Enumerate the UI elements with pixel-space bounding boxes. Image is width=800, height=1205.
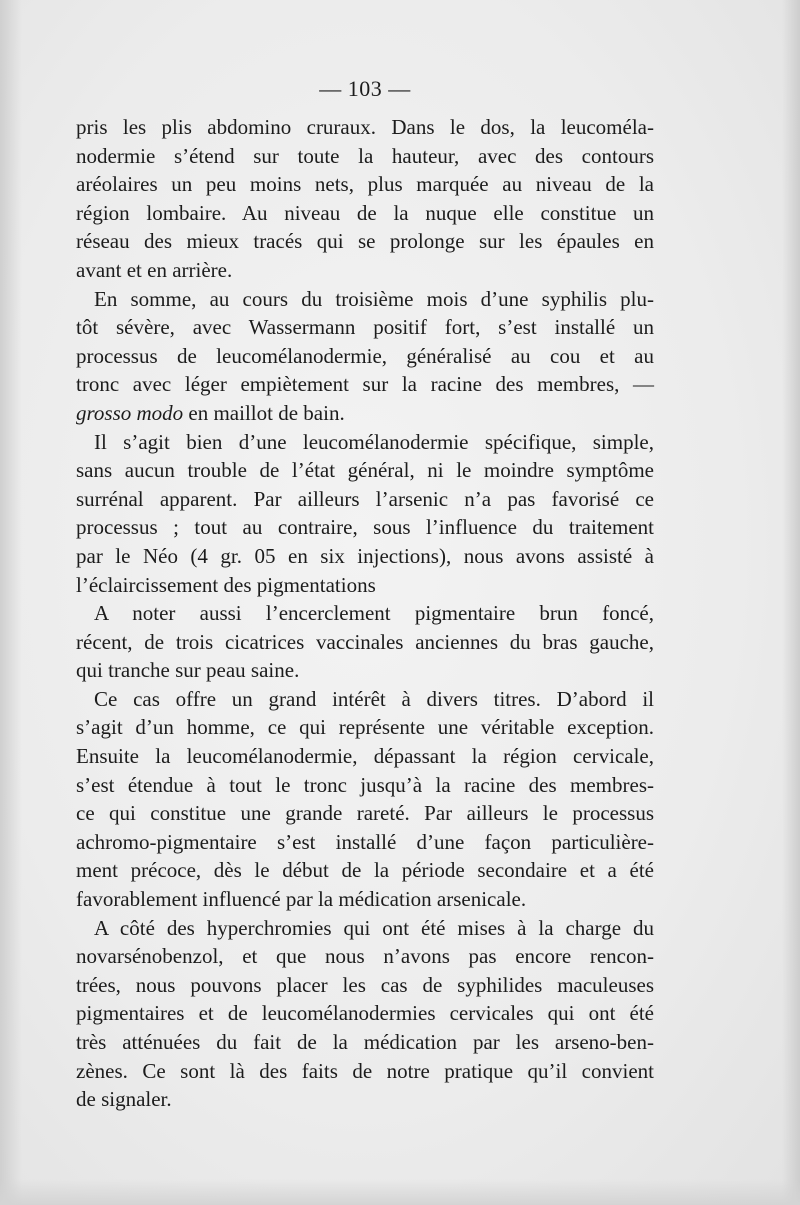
text-line: En somme, au cours du troisième mois d’une syphilis plu- — [94, 286, 654, 311]
text-line: l’éclaircissement des pigmentations — [76, 572, 376, 597]
text-line-italic-start — [76, 399, 654, 428]
text-line: favorablement influencé par la médication arsenicale. — [76, 887, 527, 912]
text-line: réseau des mieux tracés qui se prolonge sur les épaules en — [76, 229, 654, 254]
text-line: tronc avec léger empiètement sur la racine des membres, — — [76, 372, 654, 397]
text-line: aréolaires un peu moins nets, plus marquée au niveau de la — [76, 172, 654, 197]
text-line: région lombaire. Au niveau de la nuque elle constitue un — [76, 200, 654, 225]
text-line: processus ; tout au contraire, sous l’influence du traitement — [76, 515, 654, 540]
text-line: A côté des hyperchromies qui ont été mises à la charge du — [94, 915, 654, 940]
text-line: pigmentaires et de leucomélanodermies cervicales qui ont été — [76, 1001, 654, 1026]
text-line: nodermie s’étend sur toute la hauteur, avec des contours — [76, 143, 654, 168]
italic-phrase: grosso modo — [76, 400, 184, 425]
text-line: s’est étendue à tout le tronc jusqu’à la racine des membres- — [76, 772, 654, 797]
body-text — [76, 113, 654, 1114]
text-line: Ce cas offre un grand intérêt à divers titres. D’abord il — [94, 686, 654, 711]
text-line: processus de leucomélanodermie, généralisé au cou et au — [76, 343, 654, 368]
text-line: achromo-pigmentaire s’est installé d’une façon particulière- — [76, 829, 654, 854]
paragraph-3 — [76, 428, 654, 600]
text-line: Ensuite la leucomélanodermie, dépassant la région cervicale, — [76, 744, 654, 769]
text-line: par le Néo (4 gr. 05 en six injections), nous avons assisté à — [76, 543, 654, 568]
text-line: sans aucun trouble de l’état général, ni le moindre symptôme — [76, 458, 654, 483]
page-number: — 103 — — [319, 76, 411, 101]
page-right-edge — [782, 0, 800, 1205]
text-line: ment précoce, dès le début de la période secondaire et a été — [76, 858, 654, 883]
text-line: de signaler. — [76, 1087, 172, 1112]
text-line: récent, de trois cicatrices vaccinales anciennes du bras gauche, — [76, 629, 654, 654]
paragraph-2 — [76, 285, 654, 428]
text-line: avant et en arrière. — [76, 257, 233, 282]
paragraph-6 — [76, 914, 654, 1114]
page-bottom-edge — [0, 1179, 800, 1205]
page-gutter-shadow — [0, 0, 22, 1205]
text-line: Il s’agit bien d’une leucomélanodermie spécifique, simple, — [94, 429, 654, 454]
text-line: tôt sévère, avec Wassermann positif fort, s’est installé un — [76, 315, 654, 340]
text-line: très atténuées du fait de la médication par les arseno-ben- — [76, 1030, 654, 1054]
text-line: surrénal apparent. Par ailleurs l’arsenic n’a pas favorisé ce — [76, 486, 654, 511]
text-line: pris les plis abdomino cruraux. Dans le dos, la leucoméla- — [76, 115, 654, 139]
paragraph-5 — [76, 685, 654, 914]
text-line: s’agit d’un homme, ce qui représente une véritable exception. — [76, 715, 654, 740]
text-line: trées, nous pouvons placer les cas de syphilides maculeuses — [76, 972, 654, 997]
text-line: A noter aussi l’encerclement pigmentaire brun foncé, — [94, 601, 654, 626]
text-line: ce qui constitue une grande rareté. Par ailleurs le processus — [76, 801, 654, 826]
text-line: zènes. Ce sont là des faits de notre pratique qu’il convient — [76, 1058, 654, 1083]
paragraph-4 — [76, 599, 654, 685]
text-line-remainder: en maillot de bain. — [183, 400, 345, 425]
paragraph-1 — [76, 113, 654, 285]
text-line: qui tranche sur peau saine. — [76, 658, 300, 683]
text-line: novarsénobenzol, et que nous n’avons pas encore rencon- — [76, 944, 654, 969]
